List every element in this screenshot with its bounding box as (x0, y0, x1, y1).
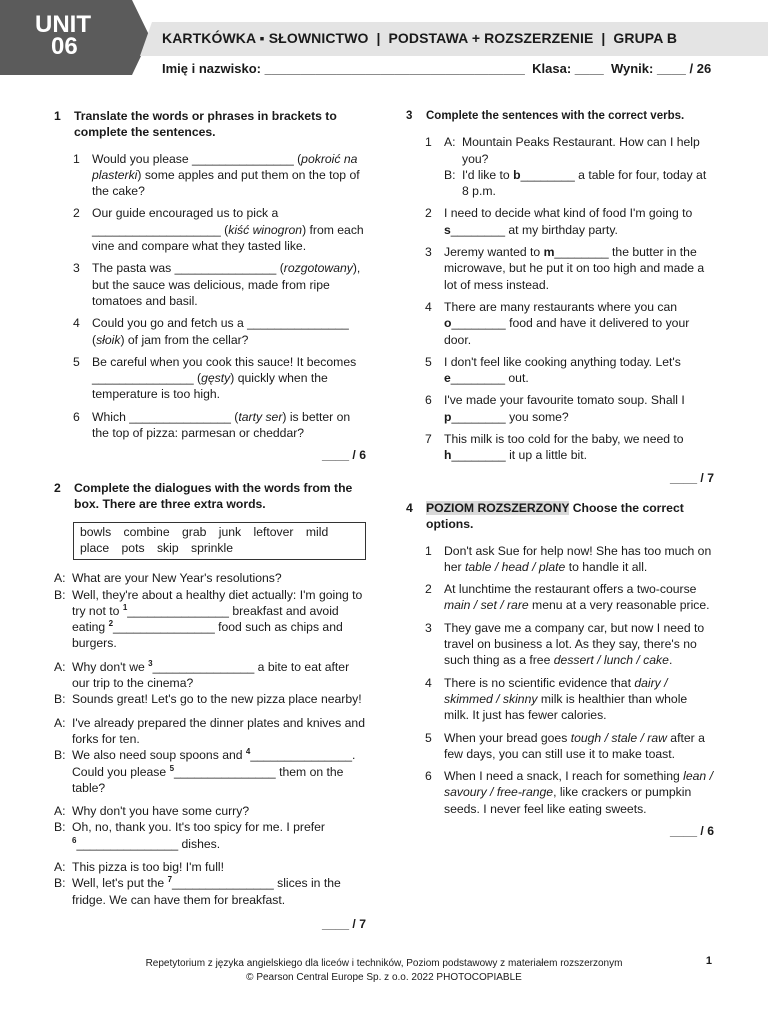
list-item: 5 Be careful when you cook this sauce! It becomes _______________ (gęsty) quickly when the temperature is too high. (73, 354, 357, 402)
exercise-4-heading (406, 500, 714, 533)
list-item: 4 There is no scientific evidence that dairy / skimmed / skinny milk is healthier than whole milk. It just has fewer calories. (425, 675, 688, 723)
student-info-line (162, 61, 711, 76)
list-item: 1 A: Mountain Peaks Restaurant. How can I help you? B: I'd like to b________ a table for four, today at 8 p.m. (425, 135, 707, 199)
exercise-1-score[interactable]: ____ / 6 (321, 448, 366, 463)
list-item: 2 I need to decide what kind of food I'm going to s________ at my birthday party. (425, 206, 693, 237)
exercise-3-items (406, 134, 714, 463)
list-item: 5 When your bread goes tough / stale / raw after a few days, you can still use it to make toast. (425, 730, 705, 761)
word-box-line: place pots skip sprinkle (80, 541, 233, 556)
extended-level-tag: POZIOM ROZSZERZONY (426, 500, 570, 515)
exercise-number: 1 (54, 109, 61, 123)
unit-label-text: UNIT (35, 11, 91, 38)
list-item: 3 The pasta was _______________ (rozgotowany), but the sauce was delicious, made from ripe tomatoes and basil. (73, 261, 361, 308)
footer-copyright: © Pearson Central Europe Sp. z o.o. 2022 PHOTOCOPIABLE (246, 972, 522, 983)
dialogue: A: Why don't we $^3$_______________ a bite to eat after our trip to the cinema? B: Sounds great! Let's go to the new pizza place nearby! (54, 658, 362, 707)
score-blank[interactable]: ____ (656, 61, 686, 76)
list-item: 1 Would you please _______________ (pokroić na plasterki) some apples and put them on the top of the cake? (73, 151, 360, 199)
list-item: 3 They gave me a company car, but now I need to travel on business a lot. As they say, there's no such thing as a free dessert / lunch / cake. (425, 620, 705, 668)
exercise-1-items (54, 151, 366, 442)
score-label: Wynik: (610, 61, 654, 76)
dialogue: A: This pizza is too big! I'm full! B: Well, let's put the $^7$_______________ slices in the fridge. We can have them for breakfast. (54, 859, 341, 907)
exercise-instruction: Complete the dialogues with the words from the box. There are three extra words. (74, 480, 353, 511)
exercise-1-heading (54, 108, 366, 141)
dialogue: A: What are your New Year's resolutions? B: Well, they're about a healthy diet actually: I'm going to try not to $^1$_______________ breakfast and avoid eating $^2$_______________ food such as chips and burgers. (54, 571, 363, 651)
right-column (406, 108, 714, 839)
word-box (73, 522, 366, 560)
exercise-2-body (54, 522, 366, 560)
list-item: 2 Our guide encouraged us to pick a ___________________ (kiść winogron) from each vine and compare what they tasted like. (73, 206, 364, 254)
exercise-number: 3 (406, 110, 413, 122)
exercise-4-items (406, 543, 714, 817)
exercise-3-score[interactable]: ____ / 7 (669, 470, 714, 485)
class-blank[interactable]: ____ (574, 61, 604, 76)
name-label: Imię i nazwisko: (162, 61, 261, 76)
list-item: 3 Jeremy wanted to m________ the butter in the microwave, but he put it on too high and made a lot of mess instead. (425, 245, 705, 292)
page-header (0, 0, 768, 75)
list-item: 6 I've made your favourite tomato soup. Shall I p________ you some? (425, 393, 685, 424)
left-column (54, 108, 366, 932)
page-number: 1 (705, 955, 712, 967)
list-item: 1 Don't ask Sue for help now! She has too much on her table / head / plate to handle it all. (425, 543, 712, 574)
exercise-4-score[interactable]: ____ / 6 (669, 823, 714, 838)
exercise-2-heading (54, 480, 366, 513)
footer-publication: Repetytorium z języka angielskiego dla liceów i techników, Poziom podstawowy z materiałem rozszerzonym (145, 958, 623, 969)
unit-label (35, 11, 91, 60)
class-label: Klasa: (532, 61, 572, 76)
name-blank[interactable]: ____________________________________ (264, 61, 525, 76)
exercise-2-score[interactable]: ____ / 7 (321, 916, 366, 931)
list-item: 4 There are many restaurants where you can o________ food and have it delivered to your door. (425, 299, 690, 347)
unit-number: 06 (51, 33, 78, 60)
dialogue: A: I've already prepared the dinner plates and knives and forks for ten. B: We also need soup spoons and $^4$_______________. Could you please $^5$_______________ them on the table? (54, 715, 365, 795)
worksheet-title: KARTKÓWKA ▪ SŁOWNICTWO | PODSTAWA + ROZSZERZENIE | GRUPA B (162, 30, 678, 46)
exercise-instruction: Choose the correct options. (426, 500, 684, 532)
dialogues (54, 570, 366, 908)
exercise-instruction: Translate the words or phrases in brackets to complete the sentences. (74, 109, 337, 140)
page-footer (0, 957, 768, 985)
word-box-line: bowls combine grab junk leftover mild (80, 525, 329, 540)
list-item: 5 I don't feel like cooking anything today. Let's e________ out. (425, 354, 681, 386)
list-item: 2 At lunchtime the restaurant offers a two-course main / set / rare menu at a very reasonable price. (425, 582, 710, 613)
exercise-number: 4 (406, 500, 413, 515)
list-item: 4 Could you go and fetch us a _______________ (słoik) of jam from the cellar? (73, 316, 349, 347)
exercise-number: 2 (54, 480, 61, 495)
exercise-instruction: Complete the sentences with the correct verbs. (426, 110, 685, 122)
list-item: 6 When I need a snack, I reach for something lean / savoury / free-range, like crackers or pumpkin seeds. I never feel like eating sweets. (425, 769, 713, 816)
dialogue: A: Why don't you have some curry? B: Oh, no, thank you. It's too spicy for me. I prefer $^6$_______________ dishes. (54, 804, 325, 851)
score-total: / 26 (689, 61, 712, 76)
list-item: 6 Which _______________ (tarty ser) is better on the top of pizza: parmesan or cheddar? (73, 409, 351, 441)
exercise-3-heading (406, 108, 714, 124)
list-item: 7 This milk is too cold for the baby, we need to h________ it up a little bit. (425, 432, 684, 463)
